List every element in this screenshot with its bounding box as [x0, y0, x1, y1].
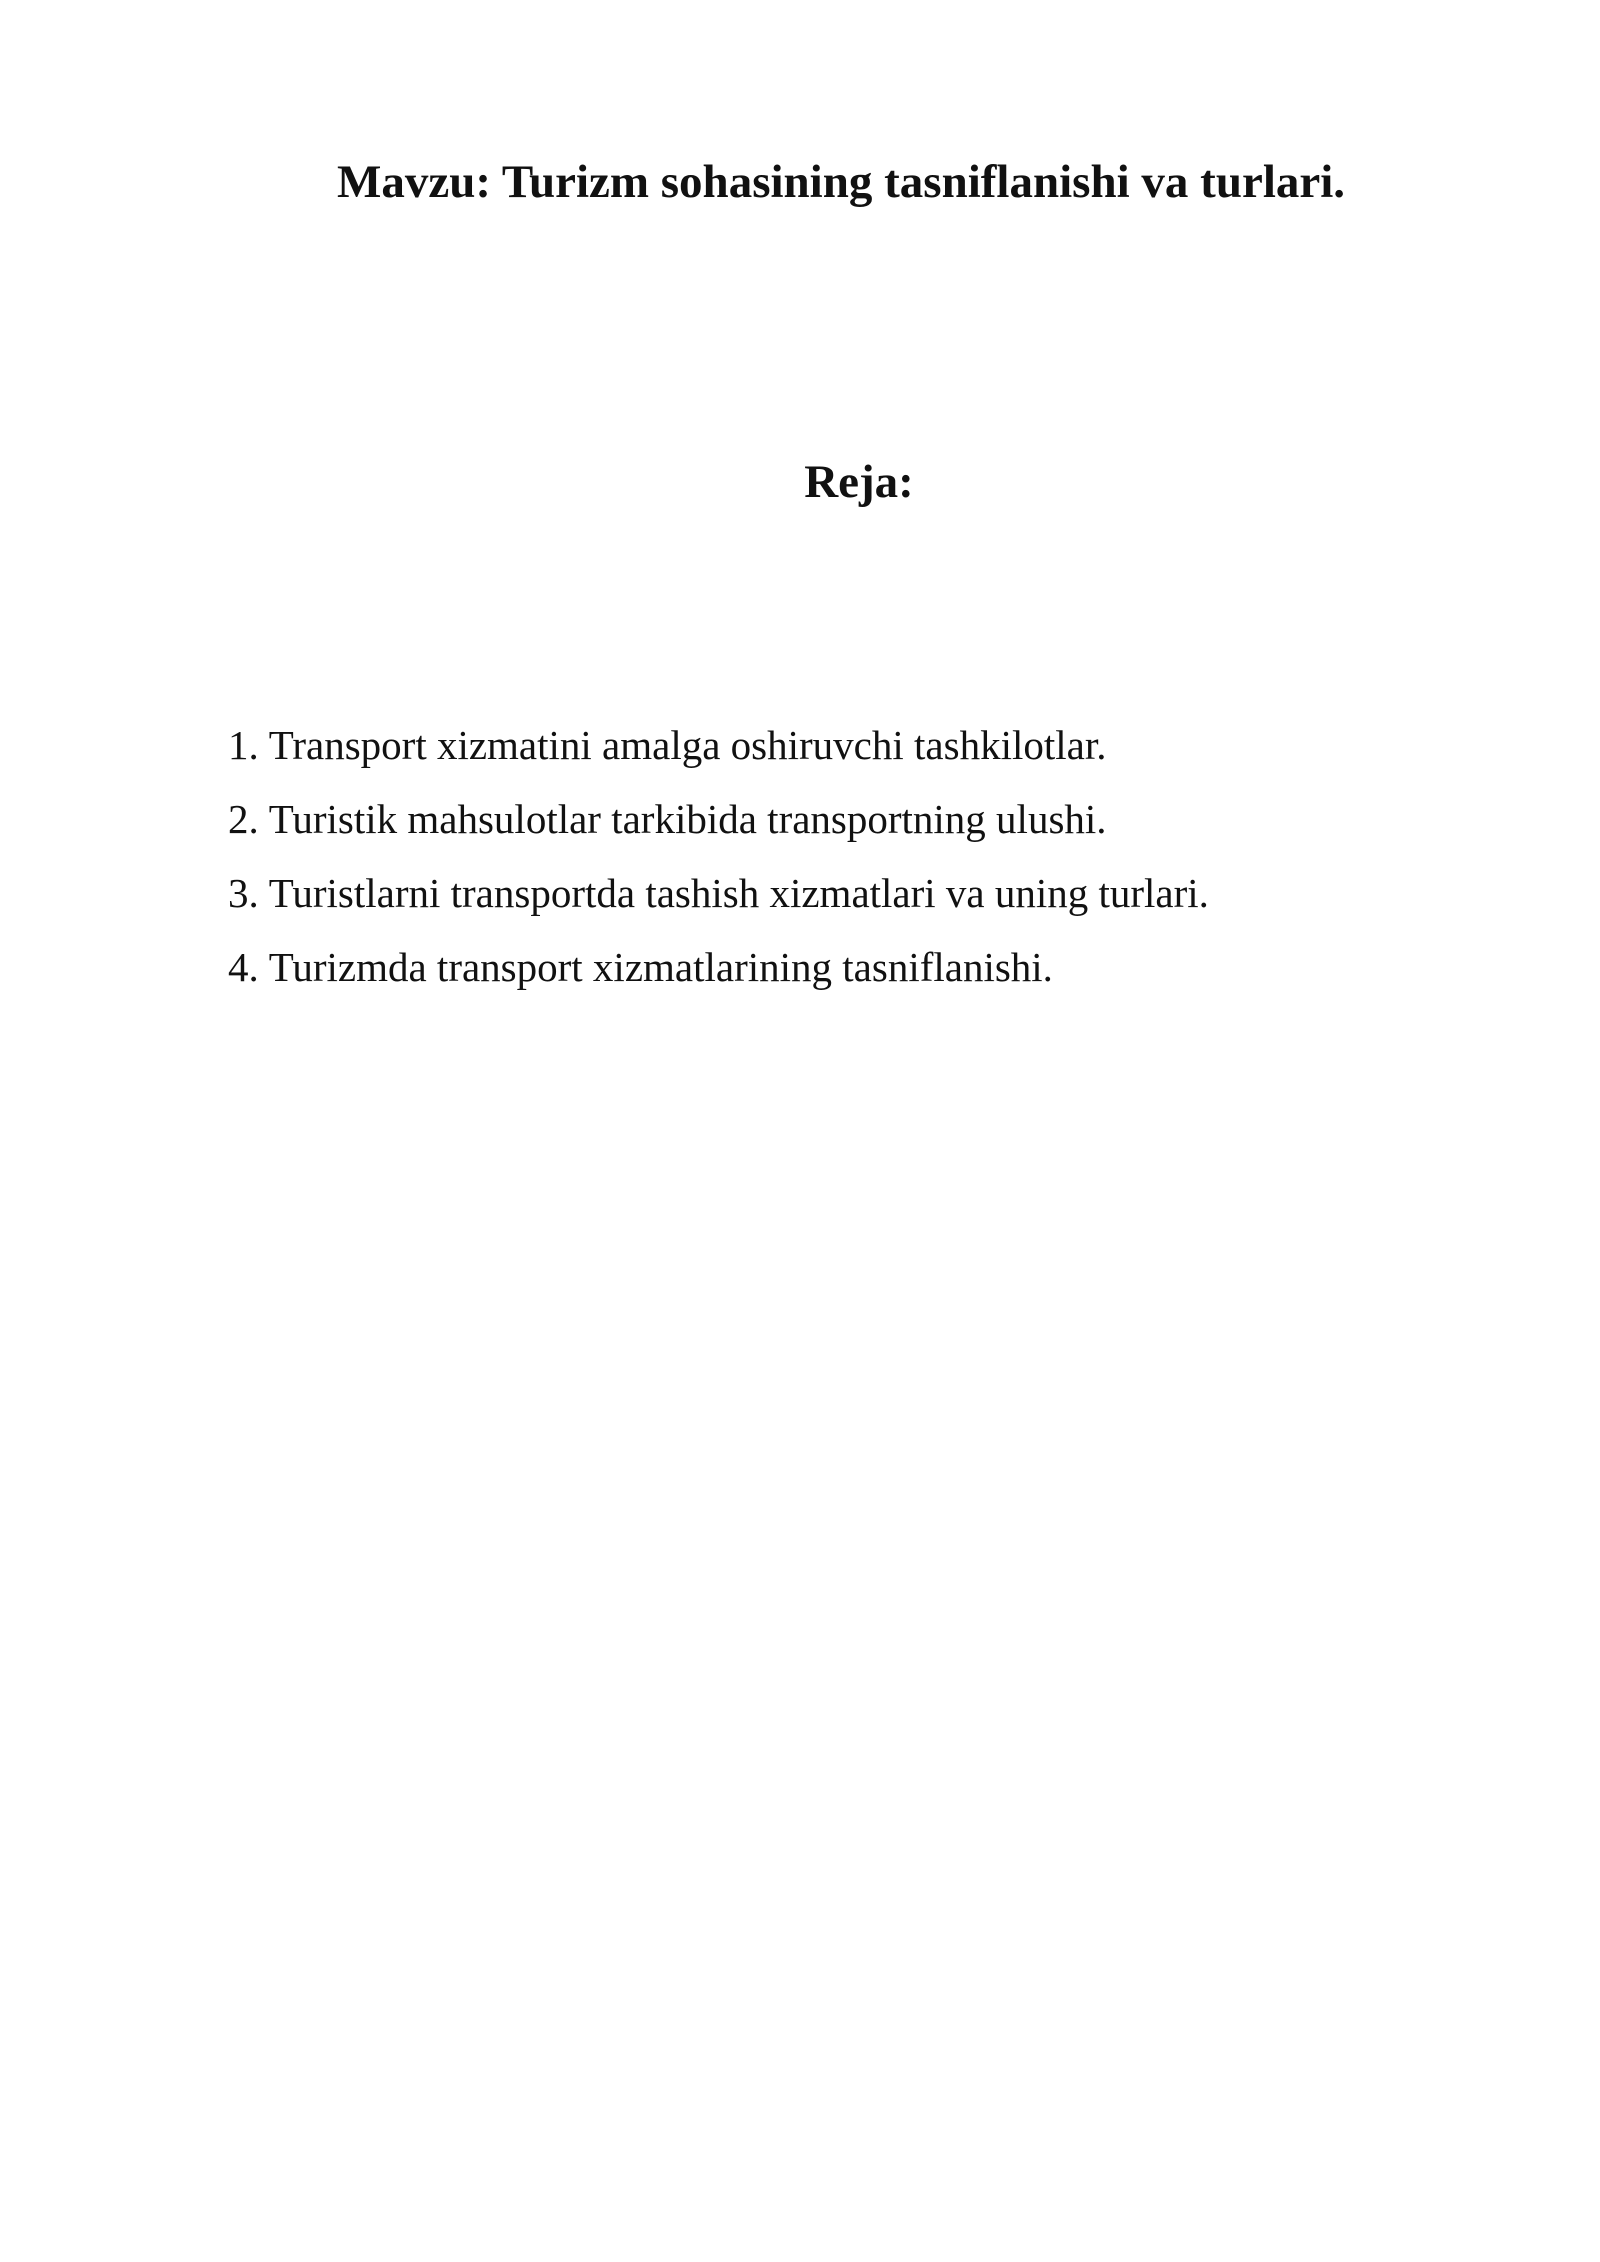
plan-item-number: 2.	[228, 796, 259, 842]
plan-item-text: Transport xizmatini amalga oshiruvchi tashkilotlar.	[268, 722, 1107, 768]
plan-item-number: 4.	[228, 944, 259, 990]
plan-item	[228, 930, 1209, 1004]
plan-heading: Reja:	[804, 456, 914, 508]
plan-list	[228, 708, 1209, 1004]
plan-item-text: Turistik mahsulotlar tarkibida transportning ulushi.	[268, 796, 1107, 842]
plan-item	[228, 782, 1209, 856]
plan-item	[228, 708, 1209, 782]
plan-item-number: 1.	[228, 722, 259, 768]
plan-item-text: Turizmda transport xizmatlarining tasniflanishi.	[268, 944, 1053, 990]
plan-item-text: Turistlarni transportda tashish xizmatlari va uning turlari.	[268, 870, 1209, 916]
plan-item	[228, 856, 1209, 930]
document-title: Mavzu: Turizm sohasining tasniflanishi va turlari.	[337, 156, 1346, 208]
plan-item-number: 3.	[228, 870, 259, 916]
